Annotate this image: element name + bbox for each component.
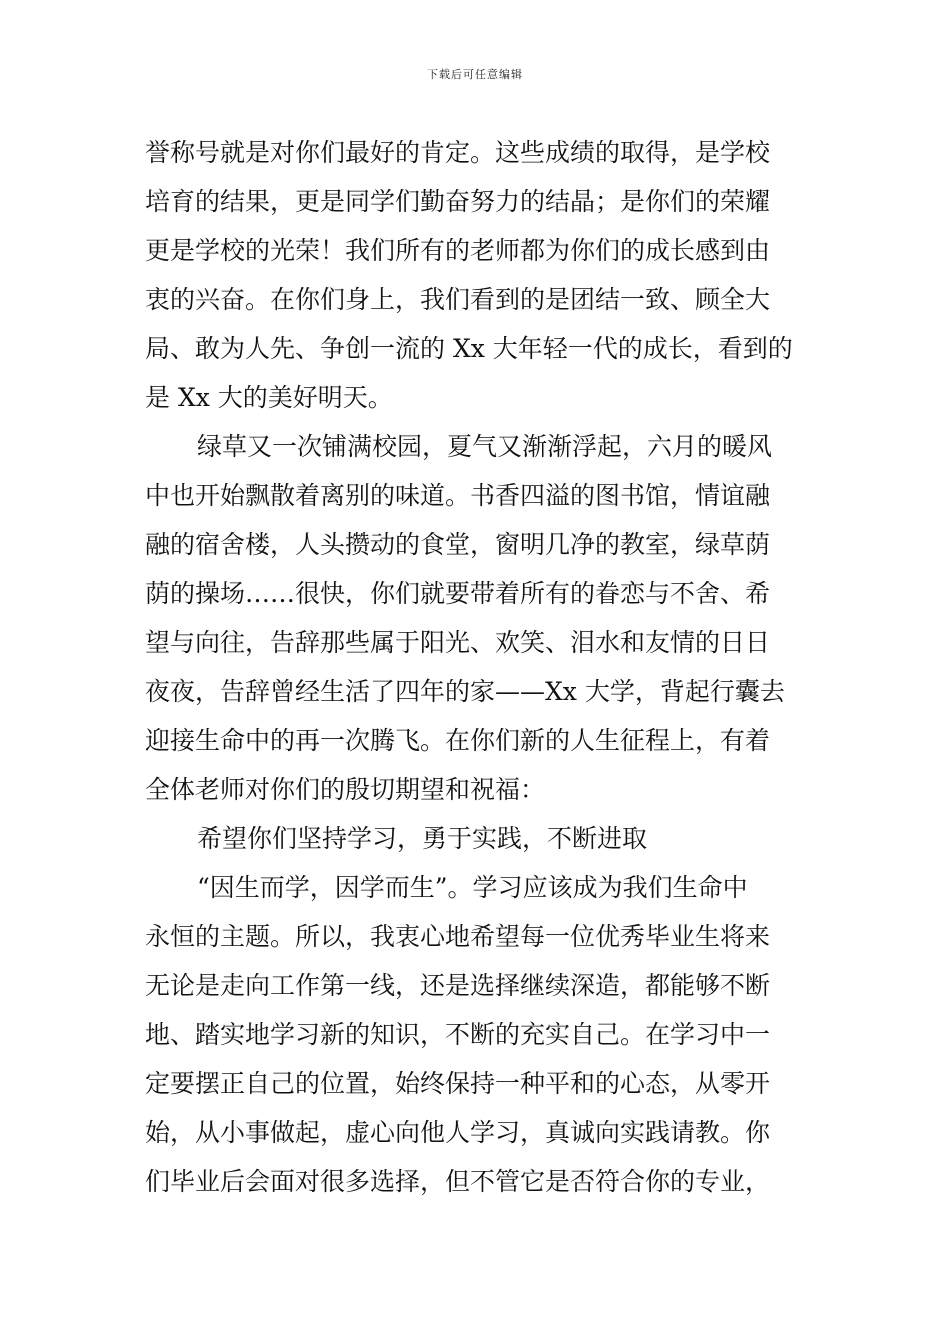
text-line: 培育的结果，更是同学们勤奋努力的结晶；是你们的荣耀 bbox=[145, 187, 771, 216]
text-line: 衷的兴奋。在你们身上，我们看到的是团结一致、顾全大 bbox=[145, 285, 771, 314]
text-line: 中也开始飘散着离别的味道。书香四溢的图书馆，情谊融 bbox=[145, 481, 771, 510]
text-line: 望与向往，告辞那些属于阳光、欢笑、泪水和友情的日日 bbox=[145, 628, 771, 657]
text-line: 始，从小事做起，虚心向他人学习，真诚向实践请教。你 bbox=[145, 1118, 771, 1147]
text-line: 融的宿舍楼，人头攒动的食堂，窗明几净的教室，绿草荫 bbox=[145, 530, 771, 559]
text-line: 全体老师对你们的殷切期望和祝福： bbox=[145, 775, 546, 804]
text-line: 定要摆正自己的位置，始终保持一种平和的心态，从零开 bbox=[145, 1069, 771, 1098]
text-line: 是 Xx 大的美好明天。 bbox=[145, 383, 393, 412]
text-line: 荫的操场……很快，你们就要带着所有的眷恋与不舍、希 bbox=[145, 579, 771, 608]
text-line: 局、敢为人先、争创一流的 Xx 大年轻一代的成长，看到的 bbox=[145, 334, 793, 363]
paragraph-first-line: “因生而学，因学而生”。学习应该成为我们生命中 bbox=[197, 873, 748, 902]
section-heading: 希望你们坚持学习，勇于实践，不断进取 bbox=[197, 824, 648, 853]
paragraph-first-line: 绿草又一次铺满校园，夏气又渐渐浮起，六月的暖风 bbox=[197, 432, 773, 461]
text-line: 们毕业后会面对很多选择，但不管它是否符合你的专业， bbox=[145, 1167, 771, 1196]
text-line: 无论是走向工作第一线，还是选择继续深造，都能够不断 bbox=[145, 971, 771, 1000]
page-header: 下载后可任意编辑 bbox=[427, 68, 523, 81]
text-line: 夜夜，告辞曾经生活了四年的家——Xx 大学，背起行囊去 bbox=[145, 677, 785, 706]
text-line: 誉称号就是对你们最好的肯定。这些成绩的取得，是学校 bbox=[145, 138, 771, 167]
text-line: 永恒的主题。所以，我衷心地希望每一位优秀毕业生将来 bbox=[145, 922, 771, 951]
text-line: 地、踏实地学习新的知识，不断的充实自己。在学习中一 bbox=[145, 1020, 771, 1049]
document-body bbox=[145, 128, 807, 1206]
text-line: 迎接生命中的再一次腾飞。在你们新的人生征程上，有着 bbox=[145, 726, 771, 755]
text-line: 更是学校的光荣！我们所有的老师都为你们的成长感到由 bbox=[145, 236, 771, 265]
